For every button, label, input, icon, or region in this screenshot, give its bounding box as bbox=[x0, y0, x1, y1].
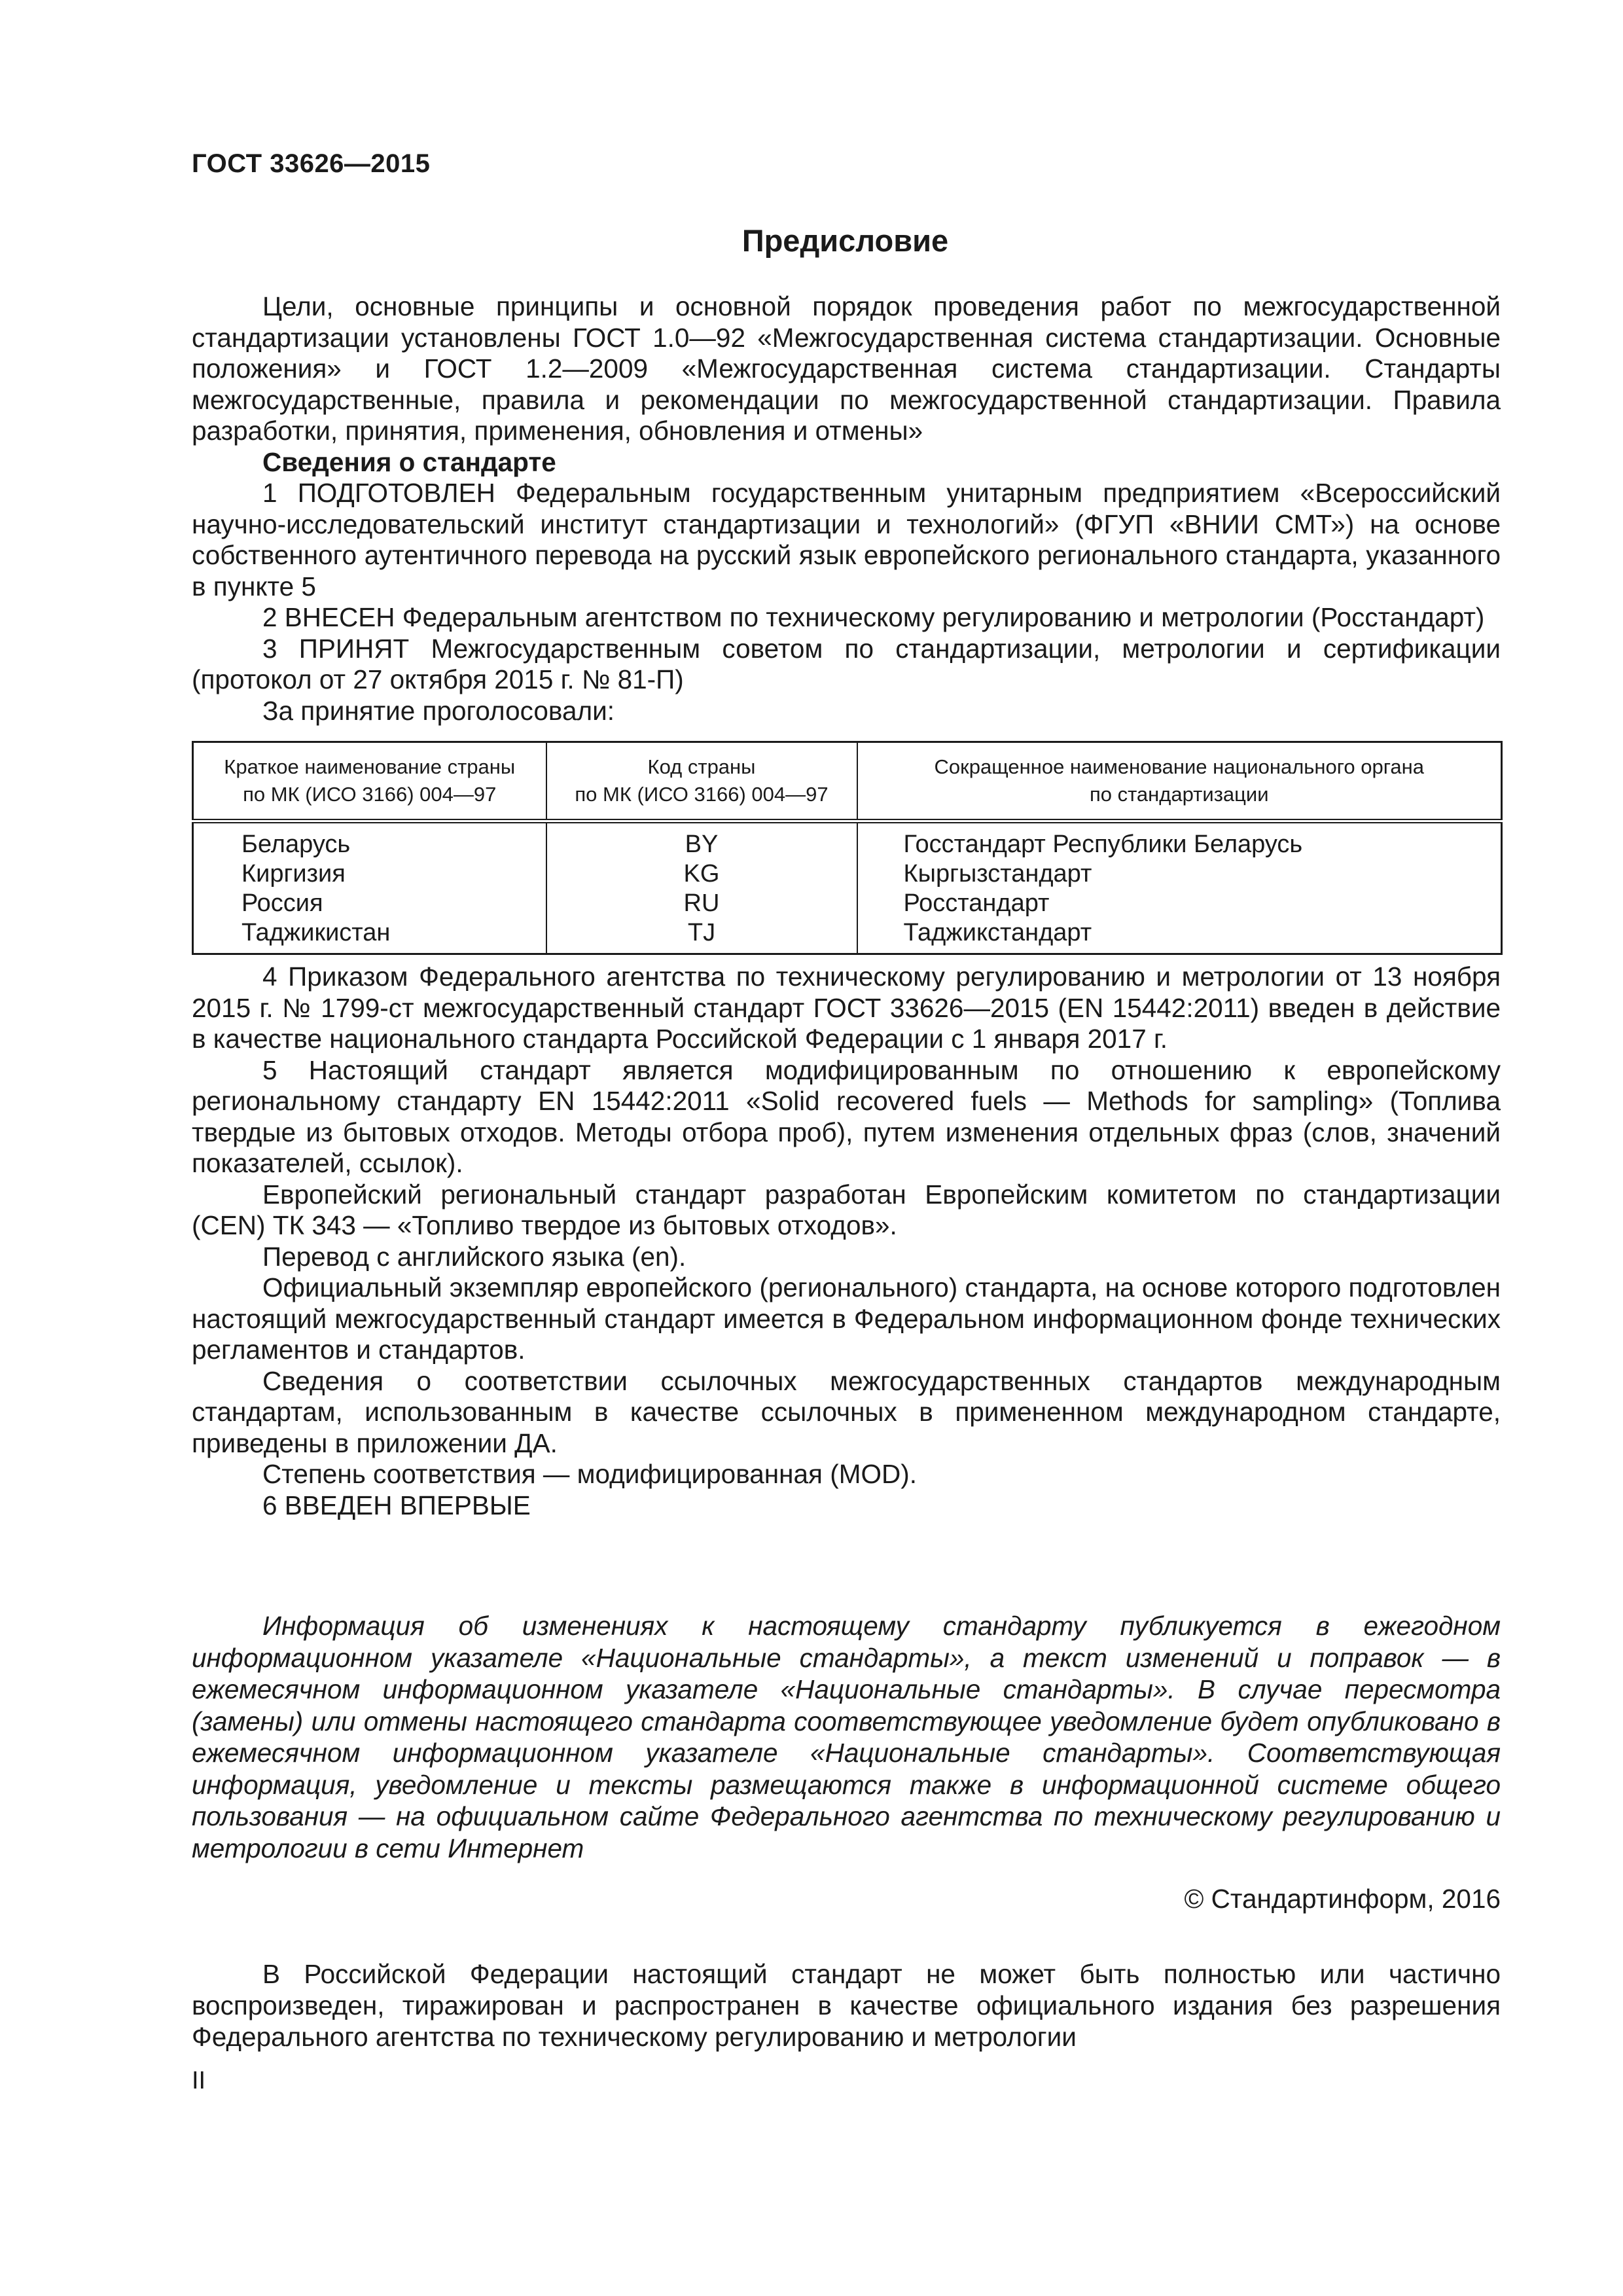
header-national-body-line1: Сокращенное наименование национального органа bbox=[934, 755, 1424, 778]
cell-code: RU bbox=[546, 889, 857, 918]
header-country-name bbox=[193, 742, 546, 821]
foreword-body bbox=[192, 291, 1501, 1521]
header-national-body bbox=[857, 742, 1502, 821]
cell-country: Таджикистан bbox=[193, 918, 546, 954]
table-row bbox=[193, 821, 1502, 860]
header-country-code-line2: по МК (ИСО 3166) 004—97 bbox=[575, 783, 829, 806]
table-row bbox=[193, 889, 1502, 918]
item-5-european-standard: Европейский региональный стандарт разработан Европейским комитетом по стандартизации (CEN) ТК 343 — «Топливо твердое из бытовых отходов». bbox=[192, 1179, 1501, 1240]
voted-label: За принятие проголосовали: bbox=[262, 695, 615, 726]
cell-country: Киргизия bbox=[193, 859, 546, 889]
item-2: 2 ВНЕСЕН Федеральным агентством по техническому регулированию и метрологии (Росстандарт) bbox=[262, 602, 1485, 632]
about-standard-heading: Сведения о стандарте bbox=[262, 446, 556, 477]
cell-body: Госстандарт Республики Беларусь bbox=[857, 821, 1502, 860]
intro-paragraph: Цели, основные принципы и основной порядок проведения работ по межгосударственной стандартизации установлены ГОСТ 1.0—92 «Межгосударственная система стандартизации. Основные положения» и ГОСТ 1.2—2009 «Межгосударственная система стандартизации. Стандарты межгосударственные, правила и рекомендации по межгосударственной стандартизации. Правила разработки, принятия, применения, обновления и отмены» bbox=[192, 291, 1501, 446]
cell-body: Кыргызстандарт bbox=[857, 859, 1502, 889]
copyright: © Стандартинформ, 2016 bbox=[1184, 1884, 1501, 1914]
cell-code: BY bbox=[546, 821, 857, 860]
table-row bbox=[193, 918, 1502, 954]
item-5-official-copy: Официальный экземпляр европейского (регионального) стандарта, на основе которого подготовлен настоящий межгосударственный стандарт имеется в Федеральном информационном фонде технических регламентов и стандартов. bbox=[192, 1272, 1501, 1365]
header-national-body-line2: по стандартизации bbox=[1089, 783, 1269, 806]
item-5: 5 Настоящий стандарт является модифицированным по отношению к европейскому региональному стандарту EN 15442:2011 «Solid recovered fuels — Methods for sampling» (Топлива твердые из бытовых отходов. Методы отбора проб), путем изменения отдельных фраз (слов, значений показателей, ссылок). bbox=[192, 1054, 1501, 1178]
item-3: 3 ПРИНЯТ Межгосударственным советом по стандартизации, метрологии и сертификации (протокол от 27 октября 2015 г. № 81-П) bbox=[192, 633, 1501, 694]
cell-code: KG bbox=[546, 859, 857, 889]
page-number: II bbox=[192, 2067, 206, 2094]
rights-notice bbox=[192, 1958, 1501, 2053]
voting-table bbox=[192, 741, 1503, 955]
rights-notice-text: В Российской Федерации настоящий стандарт не может быть полностью или частично воспроизведен, тиражирован и распространен в качестве официального издания без разрешения Федерального агентства по техническому регулированию и метрологии bbox=[192, 1959, 1501, 2052]
item-5-translation: Перевод с английского языка (en). bbox=[262, 1241, 687, 1272]
cell-country: Россия bbox=[193, 889, 546, 918]
header-country-name-line1: Краткое наименование страны bbox=[224, 755, 516, 778]
cell-code: TJ bbox=[546, 918, 857, 954]
table-row bbox=[193, 859, 1502, 889]
item-1: 1 ПОДГОТОВЛЕН Федеральным государственным унитарным предприятием «Всероссийский научно-исследовательский институт стандартизации и технологий» (ФГУП «ВНИИ СМТ») на основе собственного аутентичного перевода на русский язык европейского регионального стандарта, указанного в пункте 5 bbox=[192, 478, 1501, 601]
table-header-row bbox=[193, 742, 1502, 821]
voting-table-wrapper bbox=[192, 741, 1501, 955]
header-country-code-line1: Код страны bbox=[647, 755, 756, 778]
item-6: 6 ВВЕДЕН ВПЕРВЫЕ bbox=[262, 1490, 531, 1520]
cell-body: Росстандарт bbox=[857, 889, 1502, 918]
cell-body: Таджикстандарт bbox=[857, 918, 1502, 954]
changes-notice-text: Информация об изменениях к настоящему стандарту публикуется в ежегодном информационном указателе «Национальные стандарты», а текст изменений и поправок — в ежемесячном информационном указателе «Национальные стандарты». В случае пересмотра (замены) или отмены настоящего стандарта соответствующее уведомление будет опубликовано в ежемесячном информационном указателе «Национальные стандарты». Соответствующая информация, уведомление и тексты размещаются также в информационной системе общего пользования — на официальном сайте Федерального агентства по техническому регулированию и метрологии в сети Интернет bbox=[192, 1611, 1501, 1863]
changes-notice bbox=[192, 1610, 1501, 1864]
item-4: 4 Приказом Федерального агентства по техническому регулированию и метрологии от 13 ноября 2015 г. № 1799-ст межгосударственный стандарт ГОСТ 33626—2015 (EN 15442:2011) введен в действие в качестве национального стандарта Российской Федерации с 1 января 2017 г. bbox=[192, 961, 1501, 1054]
page-title: Предисловие bbox=[741, 223, 949, 258]
item-5-references: Сведения о соответствии ссылочных межгосударственных стандартов международным стандартам, использованным в качестве ссылочных в примененном международном стандарте, приведены в приложении ДА. bbox=[192, 1365, 1501, 1458]
item-5-degree: Степень соответствия — модифицированная (MOD). bbox=[262, 1459, 917, 1489]
cell-country: Беларусь bbox=[193, 821, 546, 860]
standard-code: ГОСТ 33626—2015 bbox=[192, 149, 431, 178]
header-country-name-line2: по МК (ИСО 3166) 004—97 bbox=[243, 783, 497, 806]
header-country-code bbox=[546, 742, 857, 821]
